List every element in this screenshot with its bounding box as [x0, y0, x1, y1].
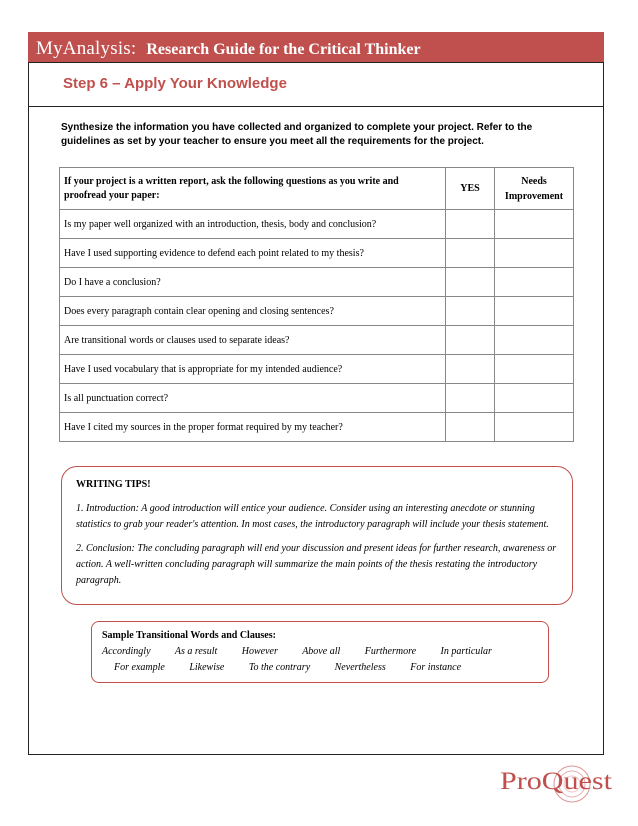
checklist-question: Is all punctuation correct?	[60, 384, 446, 413]
checklist-question-header: If your project is a written report, ask the following questions as you write and proofread your paper:	[60, 168, 446, 210]
checklist-question: Do I have a conclusion?	[60, 268, 446, 297]
improvement-label: Improvement	[504, 190, 564, 202]
transition-word: Accordingly	[102, 646, 151, 657]
table-row	[60, 326, 574, 355]
yes-cell[interactable]	[446, 326, 495, 355]
table-row	[60, 210, 574, 239]
transition-word: In particular	[440, 646, 492, 657]
checklist-question: Have I cited my sources in the proper format required by my teacher?	[60, 413, 446, 442]
needs-improvement-cell[interactable]	[495, 210, 574, 239]
needs-improvement-cell[interactable]	[495, 413, 574, 442]
transitional-words-heading: Sample Transitional Words and Clauses:	[102, 630, 276, 641]
checklist-table	[59, 167, 574, 442]
transitional-words-row	[102, 644, 538, 660]
table-row	[60, 268, 574, 297]
yes-cell[interactable]	[446, 384, 495, 413]
tip-conclusion: 2. Conclusion: The concluding paragraph will end your discussion and present ideas for further research, awareness or action. A well-written concluding paragraph will summarize the main points of the thesis restating the introductory paragraph.	[76, 543, 557, 586]
table-row	[60, 384, 574, 413]
needs-improvement-cell[interactable]	[495, 355, 574, 384]
checklist-question: Have I used vocabulary that is appropriate for my intended audience?	[60, 355, 446, 384]
transitional-words-box	[91, 621, 549, 683]
checklist-question: Does every paragraph contain clear opening and closing sentences?	[60, 297, 446, 326]
transition-word: For example	[114, 662, 165, 673]
table-row	[60, 239, 574, 268]
table-row	[60, 297, 574, 326]
title-divider	[29, 106, 603, 107]
writing-tips-box	[61, 466, 573, 605]
needs-improvement-cell[interactable]	[495, 239, 574, 268]
yes-cell[interactable]	[446, 413, 495, 442]
checklist-question: Is my paper well organized with an introduction, thesis, body and conclusion?	[60, 210, 446, 239]
transition-word: However	[241, 646, 278, 657]
needs-improvement-cell[interactable]	[495, 297, 574, 326]
checklist-question: Have I used supporting evidence to defend each point related to my thesis?	[60, 239, 446, 268]
step-title: Step 6 – Apply Your Knowledge	[63, 75, 287, 92]
transition-word: Nevertheless	[334, 662, 386, 673]
needs-improvement-cell[interactable]	[495, 326, 574, 355]
yes-cell[interactable]	[446, 210, 495, 239]
logo-text: ProQuest	[500, 768, 613, 795]
table-row	[60, 413, 574, 442]
intro-paragraph: Synthesize the information you have collected and organized to complete your project. Refer to the guidelines as set by your teacher to ensure you meet all the requirements for the project.	[61, 122, 533, 147]
banner-subtitle: Research Guide for the Critical Thinker	[146, 41, 421, 58]
table-row	[60, 355, 574, 384]
yes-cell[interactable]	[446, 268, 495, 297]
checklist-question: Are transitional words or clauses used to separate ideas?	[60, 326, 446, 355]
tip-introduction: 1. Introduction: A good introduction will entice your audience. Consider using an interesting anecdote or stunning statistics to grab your reader's attention. In most cases, the introductory paragraph will include your thesis statement.	[76, 503, 549, 530]
transition-word: Furthermore	[364, 646, 417, 657]
transition-word: To the contrary	[248, 662, 311, 673]
yes-cell[interactable]	[446, 355, 495, 384]
writing-tips-heading: WRITING TIPS!	[76, 479, 151, 490]
content-frame	[28, 62, 604, 755]
needs-label: Needs	[521, 175, 547, 187]
yes-cell[interactable]	[446, 239, 495, 268]
checklist-header-row	[60, 168, 574, 210]
header-banner	[28, 32, 604, 62]
transition-word: As a result	[174, 646, 218, 657]
yes-cell[interactable]	[446, 297, 495, 326]
brand-title: MyAnalysis:	[36, 38, 137, 59]
yes-column-header: YES	[446, 168, 495, 210]
needs-improvement-cell[interactable]	[495, 384, 574, 413]
transitional-words-row	[102, 660, 538, 676]
proquest-logo	[498, 762, 622, 808]
needs-improvement-column-header	[495, 168, 574, 210]
needs-improvement-cell[interactable]	[495, 268, 574, 297]
transition-word: Likewise	[189, 662, 225, 673]
transition-word: Above all	[302, 646, 341, 657]
transition-word: For instance	[410, 662, 462, 673]
